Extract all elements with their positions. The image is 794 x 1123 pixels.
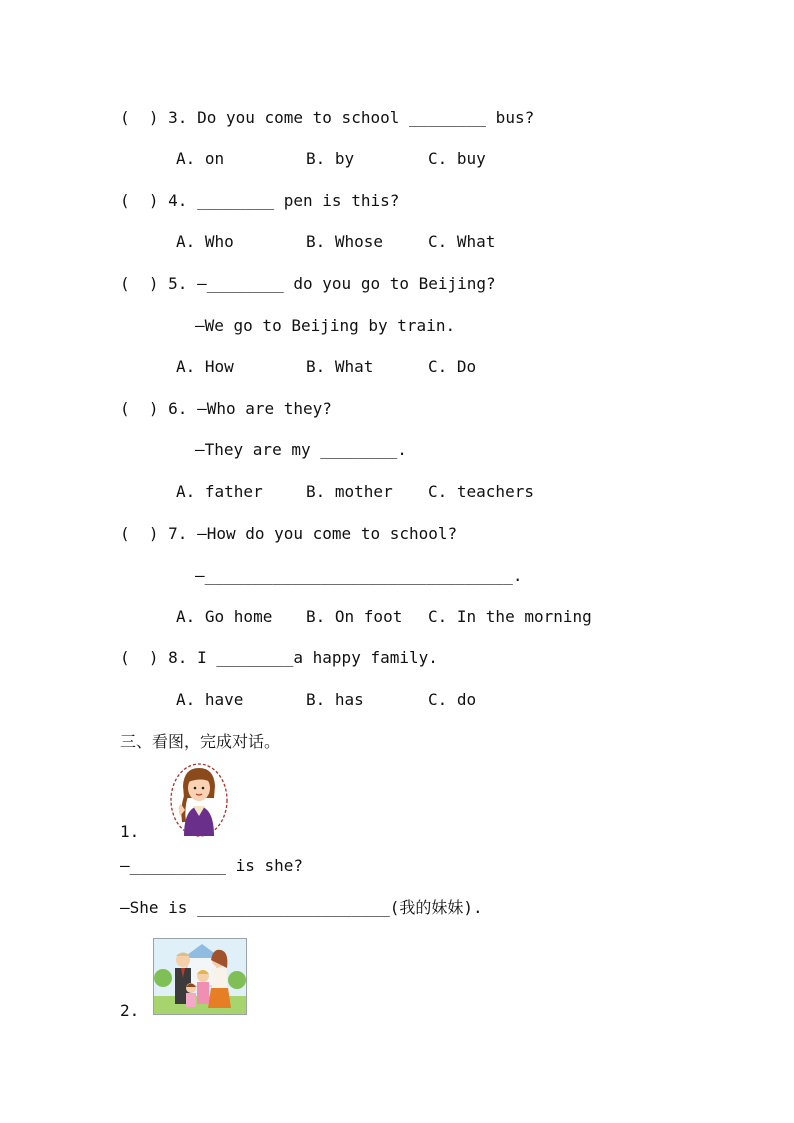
option-c: C. do [428,690,477,709]
option-c: C. buy [428,149,486,168]
item-2-number: 2. [120,1001,140,1020]
question-4: ( ) 4. ________ pen is this? [120,191,400,210]
item-1-question: —__________ is she? [120,856,304,875]
family-photo-image [153,938,247,1015]
option-c: C. teachers [428,482,534,501]
question-3: ( ) 3. Do you come to school ________ bus? [120,108,535,127]
option-b: B. On foot [306,607,403,626]
option-b: B. by [306,149,355,168]
option-a: A. Go home [176,607,273,626]
option-a: A. father [176,482,263,501]
option-a: A. Who [176,232,234,251]
item-1-number: 1. [120,822,140,841]
question-6: ( ) 6. —Who are they? [120,399,332,418]
question-7-answer: —________________________________. [195,566,523,585]
option-c: C. Do [428,357,477,376]
option-b: B. Whose [306,232,384,251]
option-a: A. have [176,690,244,709]
option-b: B. What [306,357,374,376]
question-8: ( ) 8. I ________a happy family. [120,648,438,667]
item-1-answer: —She is ____________________(我的妹妹). [120,898,483,917]
option-a: A. How [176,357,234,376]
question-7: ( ) 7. —How do you come to school? [120,524,458,543]
option-b: B. has [306,690,364,709]
question-5-answer: —We go to Beijing by train. [195,316,456,335]
option-b: B. mother [306,482,393,501]
question-5: ( ) 5. —________ do you go to Beijing? [120,274,496,293]
option-c: C. In the morning [428,607,592,626]
option-a: A. on [176,149,225,168]
option-c: C. What [428,232,496,251]
question-6-answer: —They are my ________. [195,440,407,459]
girl-portrait-image [168,762,230,838]
section-heading: 三、看图，完成对话。 [120,732,281,751]
